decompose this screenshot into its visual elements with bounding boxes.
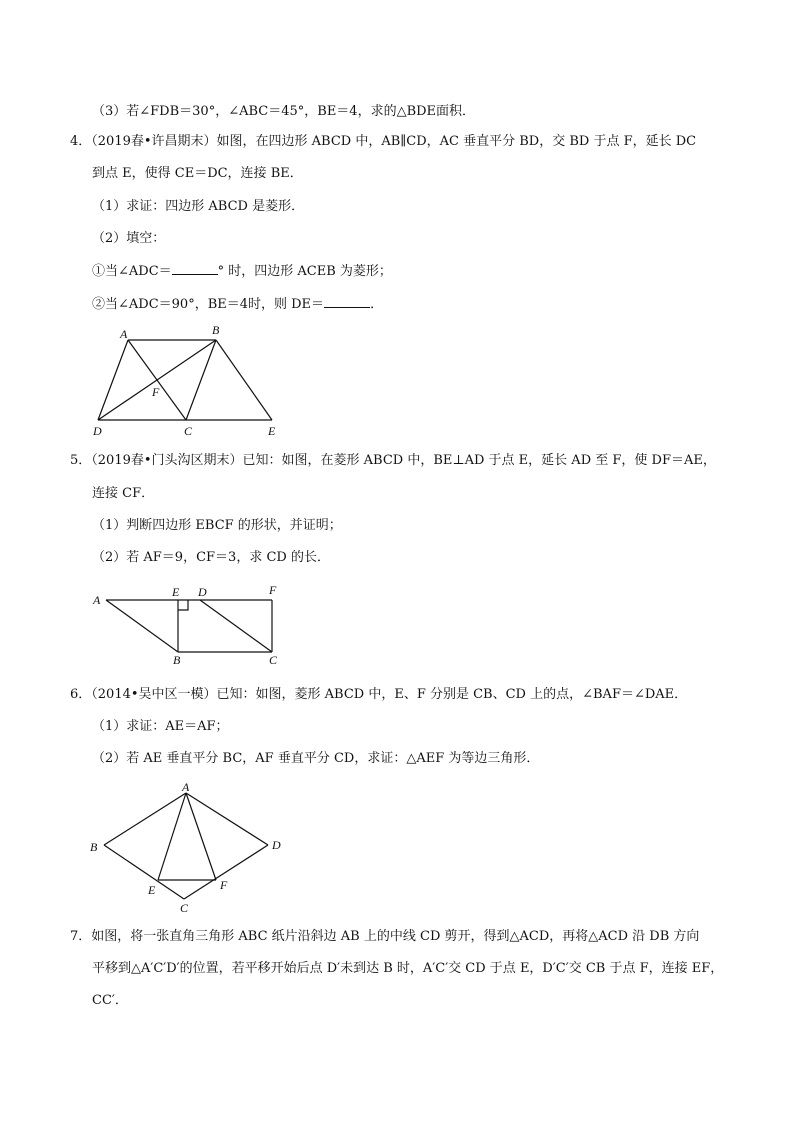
q4-part2: （2）填空： (92, 231, 166, 246)
q4-part1: （1）求证：四边形 ABCD 是菱形． (92, 199, 305, 214)
label-B: B (90, 840, 98, 854)
q5-part1: （1）判断四边形 EBCF 的形状，并证明； (92, 518, 342, 533)
q7-stem: 7．如图，将一张直角三角形 ABC 纸片沿斜边 AB 上的中线 CD 剪开，得到△ACD，再将△ACD 沿 DB 方向 (70, 929, 700, 944)
label-C: C (180, 901, 189, 915)
q7-stem-cont: 平移到△A′C′D′的位置，若平移开始后点 D′未到达 B 时，A′C′交 CD 于点 E，D′C′交 CB 于点 F，连接 EF， (92, 961, 724, 976)
segment-dc (200, 600, 272, 652)
label-A: A (93, 593, 101, 607)
segment-ab (106, 600, 178, 652)
q4-fill2-text-b: ． (370, 297, 384, 312)
q4-stem: 4．（2019春•许昌期末）如图，在四边形 ABCD 中，AB∥CD，AC 垂直平分 BD，交 BD 于点 F，延长 DC (70, 134, 697, 149)
label-B: B (212, 323, 220, 337)
label-C: C (184, 424, 193, 438)
q4-fill1-text-a: ①当∠ADC＝ (92, 264, 172, 279)
label-F: F (220, 878, 228, 892)
segment-ae (158, 793, 186, 880)
segment-ab (104, 793, 186, 845)
label-A: A (182, 780, 190, 794)
q6-stem: 6．（2014•吴中区一模）已知：如图，菱形 ABCD 中，E、F 分别是 CB、CD 上的点，∠BAF＝∠DAE． (70, 687, 688, 702)
q7-stem-cont2: CC′． (92, 993, 128, 1008)
segment-bc (186, 340, 216, 420)
label-C: C (269, 653, 278, 667)
figure-rhombus-ebcf (106, 600, 272, 652)
q6-part2: （2）若 AE 垂直平分 BC，AF 垂直平分 CD，求证：△AEF 为等边三角形． (92, 751, 540, 766)
label-D: D (272, 838, 281, 852)
q4-stem-cont: 到点 E，使得 CE＝DC，连接 BE． (92, 166, 303, 181)
right-angle-mark (178, 600, 188, 610)
segment-bd (98, 340, 216, 420)
label-E: E (268, 424, 276, 438)
label-E: E (172, 585, 180, 599)
label-F: F (269, 583, 277, 597)
label-F: F (152, 385, 160, 399)
label-E: E (148, 883, 156, 897)
segment-bc (104, 845, 184, 899)
figure-rhombus-abcd-ace (98, 340, 272, 420)
q3-part3: （3）若∠FDB＝30°，∠ABC＝45°，BE＝4，求的△BDE面积． (92, 104, 476, 119)
label-D: D (93, 424, 102, 438)
label-B: B (173, 653, 181, 667)
q4-fill1-text-b: ° 时，四边形 ACEB 为菱形； (217, 264, 392, 279)
q4-fill2-text-a: ②当∠ADC＝90°，BE＝4时，则 DE＝ (92, 297, 325, 312)
segment-af (186, 793, 216, 880)
q6-part1: （1）求证：AE＝AF； (92, 719, 229, 734)
segment-ad (186, 793, 268, 845)
q5-stem: 5．（2019春•门头沟区期末）已知：如图，在菱形 ABCD 中，BE⊥AD 于点 E，延长 AD 至 F，使 DF＝AE， (70, 453, 716, 468)
segment-ad (98, 340, 128, 420)
label-D: D (198, 585, 207, 599)
q5-part2: （2）若 AF＝9，CF＝3，求 CD 的长． (92, 550, 330, 565)
figure-rhombus-aef (104, 793, 268, 899)
label-A: A (120, 327, 128, 341)
q5-stem-cont: 连接 CF． (92, 486, 155, 501)
segment-be (216, 340, 272, 420)
